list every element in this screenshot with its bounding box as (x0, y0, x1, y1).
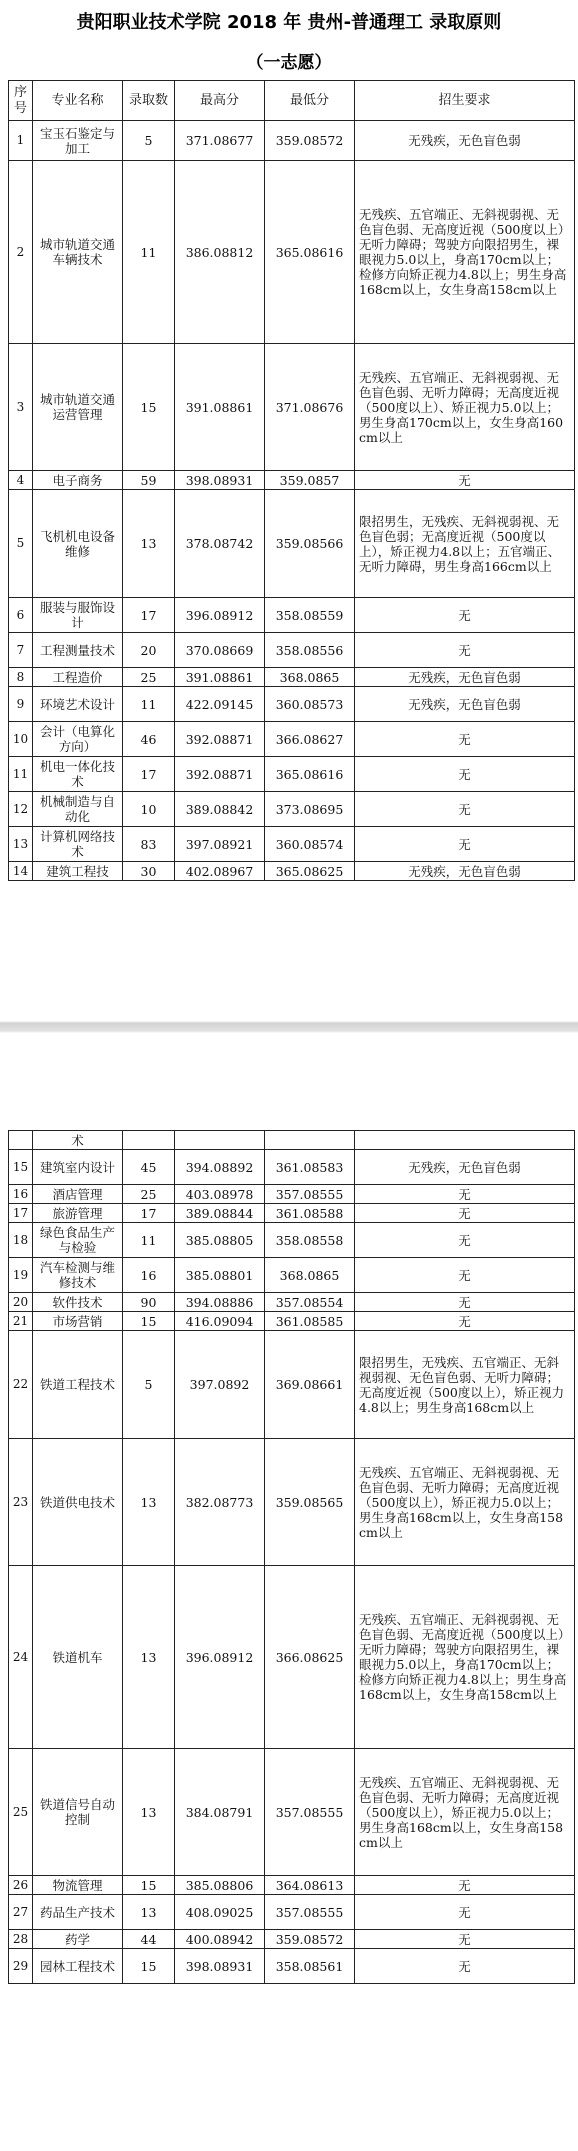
table-row (9, 471, 575, 490)
row-major-cell: 环境艺术设计 (33, 687, 123, 722)
row-count-cell: 11 (123, 1223, 175, 1258)
row-min-score-cell: 360.08573 (265, 687, 355, 722)
table-row (9, 121, 575, 161)
row-seq-cell: 6 (9, 598, 33, 633)
continuation-major-cell: 术 (33, 1131, 123, 1150)
row-seq-cell: 16 (9, 1185, 33, 1204)
table-row (9, 1223, 575, 1258)
table-row (9, 344, 575, 471)
row-min-score-cell: 361.08588 (265, 1204, 355, 1223)
row-major-cell: 酒店管理 (33, 1185, 123, 1204)
row-max-score-cell: 408.09025 (175, 1895, 265, 1930)
row-max-score-cell: 370.08669 (175, 633, 265, 668)
row-major-cell: 药学 (33, 1930, 123, 1949)
row-count-cell: 15 (123, 344, 175, 471)
table-row (9, 490, 575, 598)
row-max-score-cell: 392.08871 (175, 757, 265, 792)
row-min-score-cell: 358.08558 (265, 1223, 355, 1258)
row-seq-cell: 22 (9, 1331, 33, 1439)
row-requirements-cell: 无 (355, 471, 575, 490)
continuation-max-cell (175, 1131, 265, 1150)
row-requirements-cell: 无 (355, 1895, 575, 1930)
table-row (9, 598, 575, 633)
row-requirements-cell: 无 (355, 1949, 575, 1984)
row-max-score-cell: 378.08742 (175, 490, 265, 598)
row-requirements-cell: 无 (355, 1876, 575, 1895)
row-major-cell: 汽车检测与维修技术 (33, 1258, 123, 1293)
row-seq-cell: 12 (9, 792, 33, 827)
row-major-cell: 市场营销 (33, 1312, 123, 1331)
table-row (9, 1949, 575, 1984)
row-min-score-cell: 359.08565 (265, 1439, 355, 1566)
row-requirements-cell: 无残疾、五官端正、无斜视弱视、无色盲色弱、无高度近视（500度以上）无听力障碍；驾驶方向限招男生，裸眼视力5.0以上，身高170cm以上；检修方向矫正视力4.8以上；男生身高168cm以上，女生身高158cm以上 (355, 161, 575, 344)
row-count-cell: 15 (123, 1876, 175, 1895)
row-max-score-cell: 385.08806 (175, 1876, 265, 1895)
row-min-score-cell: 360.08574 (265, 827, 355, 862)
row-min-score-cell: 359.0857 (265, 471, 355, 490)
row-count-cell: 11 (123, 687, 175, 722)
table-row (9, 757, 575, 792)
row-count-cell: 46 (123, 722, 175, 757)
row-min-score-cell: 358.08556 (265, 633, 355, 668)
table-row (9, 1258, 575, 1293)
row-major-cell: 城市轨道交通运营管理 (33, 344, 123, 471)
row-max-score-cell: 389.08844 (175, 1204, 265, 1223)
row-seq-cell: 19 (9, 1258, 33, 1293)
continuation-row (9, 1131, 575, 1150)
row-major-cell: 城市轨道交通车辆技术 (33, 161, 123, 344)
row-requirements-cell: 无残疾、五官端正、无斜视弱视、无色盲色弱、无听力障碍；无高度近视（500度以上），矫正视力5.0以上；男生身高168cm以上，女生身高158cm以上 (355, 1439, 575, 1566)
row-min-score-cell: 365.08616 (265, 161, 355, 344)
row-count-cell: 45 (123, 1150, 175, 1185)
row-major-cell: 机械制造与自动化 (33, 792, 123, 827)
row-count-cell: 25 (123, 1185, 175, 1204)
column-header-count: 录取数 (123, 81, 175, 121)
admission-table-part-2 (8, 1130, 575, 1984)
row-max-score-cell: 396.08912 (175, 598, 265, 633)
row-max-score-cell: 394.08892 (175, 1150, 265, 1185)
row-max-score-cell: 396.08912 (175, 1566, 265, 1749)
table-row (9, 161, 575, 344)
column-header-min-score: 最低分 (265, 81, 355, 121)
row-max-score-cell: 394.08886 (175, 1293, 265, 1312)
row-count-cell: 13 (123, 1895, 175, 1930)
row-count-cell: 25 (123, 668, 175, 687)
table-body-part-2 (9, 1131, 575, 1984)
continuation-min-cell (265, 1131, 355, 1150)
row-seq-cell: 4 (9, 471, 33, 490)
row-major-cell: 铁道信号自动控制 (33, 1749, 123, 1876)
row-seq-cell: 24 (9, 1566, 33, 1749)
row-count-cell: 13 (123, 1749, 175, 1876)
row-max-score-cell: 371.08677 (175, 121, 265, 161)
row-max-score-cell: 392.08871 (175, 722, 265, 757)
row-requirements-cell: 无 (355, 757, 575, 792)
row-major-cell: 工程造价 (33, 668, 123, 687)
row-count-cell: 30 (123, 862, 175, 881)
row-requirements-cell: 无 (355, 598, 575, 633)
row-seq-cell: 29 (9, 1949, 33, 1984)
row-major-cell: 服装与服饰设计 (33, 598, 123, 633)
column-header-major: 专业名称 (33, 81, 123, 121)
row-requirements-cell: 无 (355, 1930, 575, 1949)
page-separator (0, 1019, 578, 1120)
row-major-cell: 铁道机车 (33, 1566, 123, 1749)
row-requirements-cell: 无 (355, 722, 575, 757)
row-major-cell: 建筑工程技 (33, 862, 123, 881)
row-max-score-cell: 398.08931 (175, 1949, 265, 1984)
row-max-score-cell: 397.0892 (175, 1331, 265, 1439)
row-max-score-cell: 398.08931 (175, 471, 265, 490)
row-min-score-cell: 366.08625 (265, 1566, 355, 1749)
row-min-score-cell: 365.08625 (265, 862, 355, 881)
row-seq-cell: 23 (9, 1439, 33, 1566)
row-max-score-cell: 385.08805 (175, 1223, 265, 1258)
row-count-cell: 15 (123, 1312, 175, 1331)
row-min-score-cell: 359.08572 (265, 121, 355, 161)
row-max-score-cell: 397.08921 (175, 827, 265, 862)
row-seq-cell: 13 (9, 827, 33, 862)
table-row (9, 1331, 575, 1439)
table-header-row (9, 81, 575, 121)
column-header-seq: 序号 (9, 81, 33, 121)
row-requirements-cell: 无残疾、五官端正、无斜视弱视、无色盲色弱、无听力障碍；无高度近视（500度以上）、矫正视力5.0以上；男生身高170cm以上，女生身高160cm以上 (355, 344, 575, 471)
row-seq-cell: 2 (9, 161, 33, 344)
row-seq-cell: 7 (9, 633, 33, 668)
table-row (9, 1876, 575, 1895)
row-major-cell: 会计（电算化方向） (33, 722, 123, 757)
row-major-cell: 铁道供电技术 (33, 1439, 123, 1566)
row-seq-cell: 11 (9, 757, 33, 792)
document-page-2 (0, 1120, 578, 2151)
row-min-score-cell: 373.08695 (265, 792, 355, 827)
row-seq-cell: 3 (9, 344, 33, 471)
row-requirements-cell: 无 (355, 1204, 575, 1223)
row-requirements-cell: 无残疾，无色盲色弱 (355, 668, 575, 687)
row-seq-cell: 17 (9, 1204, 33, 1223)
row-min-score-cell: 358.08561 (265, 1949, 355, 1984)
table-row (9, 862, 575, 881)
row-requirements-cell: 无 (355, 792, 575, 827)
row-major-cell: 药品生产技术 (33, 1895, 123, 1930)
document-subtitle: （一志愿） (246, 53, 332, 73)
table-row (9, 633, 575, 668)
row-min-score-cell: 364.08613 (265, 1876, 355, 1895)
row-min-score-cell: 357.08555 (265, 1185, 355, 1204)
row-count-cell: 15 (123, 1949, 175, 1984)
row-major-cell: 飞机机电设备维修 (33, 490, 123, 598)
row-count-cell: 13 (123, 1566, 175, 1749)
row-max-score-cell: 389.08842 (175, 792, 265, 827)
row-major-cell: 计算机网络技术 (33, 827, 123, 862)
table-row (9, 1204, 575, 1223)
row-count-cell: 5 (123, 1331, 175, 1439)
row-requirements-cell: 无 (355, 1293, 575, 1312)
table-row (9, 1150, 575, 1185)
row-requirements-cell: 无 (355, 827, 575, 862)
table-row (9, 1312, 575, 1331)
row-seq-cell: 10 (9, 722, 33, 757)
row-count-cell: 10 (123, 792, 175, 827)
row-count-cell: 20 (123, 633, 175, 668)
row-min-score-cell: 359.08572 (265, 1930, 355, 1949)
row-seq-cell: 20 (9, 1293, 33, 1312)
row-major-cell: 工程测量技术 (33, 633, 123, 668)
row-seq-cell: 9 (9, 687, 33, 722)
row-min-score-cell: 371.08676 (265, 344, 355, 471)
row-min-score-cell: 366.08627 (265, 722, 355, 757)
column-header-max-score: 最高分 (175, 81, 265, 121)
row-max-score-cell: 391.08861 (175, 668, 265, 687)
continuation-seq-cell (9, 1131, 33, 1150)
row-seq-cell: 21 (9, 1312, 33, 1331)
row-requirements-cell: 无残疾、五官端正、无斜视弱视、无色盲色弱、无听力障碍；无高度近视（500度以上），矫正视力5.0以上；男生身高168cm以上，女生身高158cm以上 (355, 1749, 575, 1876)
row-major-cell: 旅游管理 (33, 1204, 123, 1223)
row-max-score-cell: 391.08861 (175, 344, 265, 471)
row-min-score-cell: 368.0865 (265, 668, 355, 687)
row-count-cell: 44 (123, 1930, 175, 1949)
row-count-cell: 13 (123, 1439, 175, 1566)
row-min-score-cell: 357.08555 (265, 1749, 355, 1876)
row-seq-cell: 28 (9, 1930, 33, 1949)
row-requirements-cell: 无残疾，无色盲色弱 (355, 687, 575, 722)
row-major-cell: 铁道工程技术 (33, 1331, 123, 1439)
table-row (9, 668, 575, 687)
row-requirements-cell: 无 (355, 1185, 575, 1204)
row-seq-cell: 27 (9, 1895, 33, 1930)
row-seq-cell: 18 (9, 1223, 33, 1258)
table-row (9, 1895, 575, 1930)
row-requirements-cell: 无 (355, 1258, 575, 1293)
row-requirements-cell: 限招男生，无残疾、无斜视弱视、无色盲色弱；无高度近视（500度以上），矫正视力4.8以上；五官端正、无听力障碍，男生身高166cm以上 (355, 490, 575, 598)
row-min-score-cell: 365.08616 (265, 757, 355, 792)
row-min-score-cell: 357.08554 (265, 1293, 355, 1312)
table-row (9, 792, 575, 827)
row-major-cell: 宝玉石鉴定与加工 (33, 121, 123, 161)
continuation-count-cell (123, 1131, 175, 1150)
row-count-cell: 17 (123, 757, 175, 792)
row-min-score-cell: 361.08583 (265, 1150, 355, 1185)
row-min-score-cell: 368.0865 (265, 1258, 355, 1293)
row-major-cell: 园林工程技术 (33, 1949, 123, 1984)
row-max-score-cell: 386.08812 (175, 161, 265, 344)
row-major-cell: 软件技术 (33, 1293, 123, 1312)
row-max-score-cell: 416.09094 (175, 1312, 265, 1331)
row-requirements-cell: 无残疾、五官端正、无斜视弱视、无色盲色弱、无高度近视（500度以上）无听力障碍；驾驶方向限招男生，裸眼视力5.0以上，身高170cm以上；检修方向矫正视力4.8以上；男生身高168cm以上，女生身高158cm以上 (355, 1566, 575, 1749)
row-max-score-cell: 402.08967 (175, 862, 265, 881)
row-count-cell: 17 (123, 598, 175, 633)
row-seq-cell: 1 (9, 121, 33, 161)
row-requirements-cell: 无残疾，无色盲色弱 (355, 1150, 575, 1185)
row-count-cell: 90 (123, 1293, 175, 1312)
row-count-cell: 83 (123, 827, 175, 862)
table-row (9, 687, 575, 722)
row-major-cell: 电子商务 (33, 471, 123, 490)
row-max-score-cell: 400.08942 (175, 1930, 265, 1949)
table-row (9, 1293, 575, 1312)
table-row (9, 1930, 575, 1949)
row-seq-cell: 8 (9, 668, 33, 687)
row-major-cell: 物流管理 (33, 1876, 123, 1895)
row-count-cell: 13 (123, 490, 175, 598)
table-row (9, 1439, 575, 1566)
admission-table-part-1 (8, 80, 575, 881)
table-row (9, 1566, 575, 1749)
row-seq-cell: 25 (9, 1749, 33, 1876)
row-count-cell: 16 (123, 1258, 175, 1293)
row-major-cell: 绿色食品生产与检验 (33, 1223, 123, 1258)
row-min-score-cell: 357.08555 (265, 1895, 355, 1930)
table-row (9, 722, 575, 757)
row-max-score-cell: 384.08791 (175, 1749, 265, 1876)
row-count-cell: 17 (123, 1204, 175, 1223)
row-max-score-cell: 385.08801 (175, 1258, 265, 1293)
row-min-score-cell: 359.08566 (265, 490, 355, 598)
row-seq-cell: 14 (9, 862, 33, 881)
row-requirements-cell: 无 (355, 633, 575, 668)
continuation-req-cell (355, 1131, 575, 1150)
row-seq-cell: 26 (9, 1876, 33, 1895)
row-max-score-cell: 403.08978 (175, 1185, 265, 1204)
row-max-score-cell: 422.09145 (175, 687, 265, 722)
row-count-cell: 11 (123, 161, 175, 344)
row-requirements-cell: 无 (355, 1223, 575, 1258)
row-count-cell: 59 (123, 471, 175, 490)
row-count-cell: 5 (123, 121, 175, 161)
table-body-part-1 (9, 121, 575, 881)
row-major-cell: 机电一体化技术 (33, 757, 123, 792)
row-requirements-cell: 无残疾，无色盲色弱 (355, 121, 575, 161)
table-row (9, 1749, 575, 1876)
row-max-score-cell: 382.08773 (175, 1439, 265, 1566)
document-title: 贵阳职业技术学院 2018 年 贵州-普通理工 录取原则 (76, 12, 502, 33)
row-seq-cell: 5 (9, 490, 33, 598)
table-row (9, 827, 575, 862)
row-min-score-cell: 358.08559 (265, 598, 355, 633)
row-major-cell: 建筑室内设计 (33, 1150, 123, 1185)
row-requirements-cell: 无 (355, 1312, 575, 1331)
row-min-score-cell: 361.08585 (265, 1312, 355, 1331)
row-requirements-cell: 无残疾，无色盲色弱 (355, 862, 575, 881)
row-requirements-cell: 限招男生，无残疾、五官端正、无斜视弱视、无色盲色弱、无听力障碍；无高度近视（500度以上），矫正视力4.8以上；男生身高168cm以上 (355, 1331, 575, 1439)
row-seq-cell: 15 (9, 1150, 33, 1185)
row-min-score-cell: 369.08661 (265, 1331, 355, 1439)
table-row (9, 1185, 575, 1204)
document-page-1 (0, 0, 578, 1019)
column-header-requirements: 招生要求 (355, 81, 575, 121)
